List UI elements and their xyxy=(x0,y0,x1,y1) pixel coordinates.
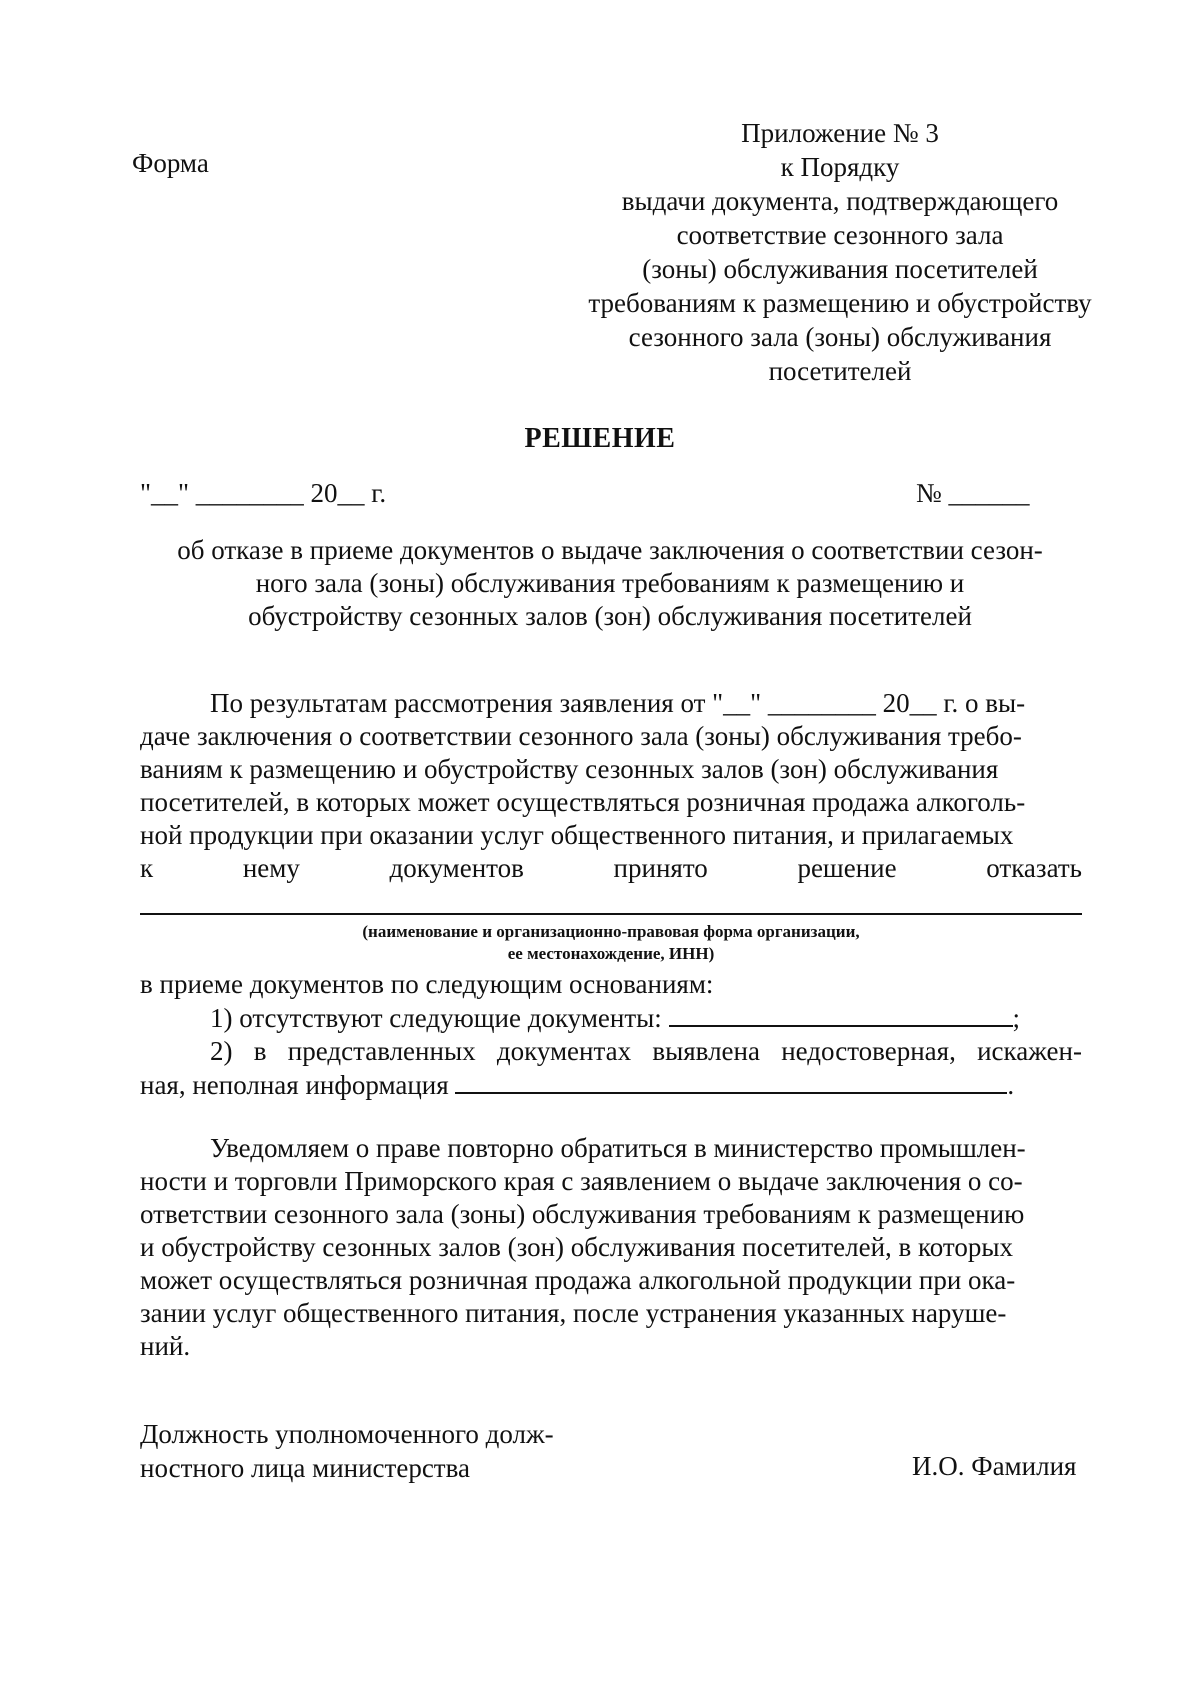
caption-line: (наименование и организационно-правовая форма организации, xyxy=(362,922,860,941)
ground-item-2 xyxy=(140,1035,1082,1068)
word: нему xyxy=(242,853,300,883)
appendix-line: сезонного зала (зоны) обслуживания xyxy=(628,322,1052,352)
paragraph-line: зании услуг общественного питания, после устранения указанных наруше- xyxy=(140,1298,1007,1328)
rejection-grounds xyxy=(140,968,1082,1102)
word: выявлена xyxy=(652,1036,760,1066)
paragraph-line: ответствии сезонного зала (зоны) обслуживания требованиям к размещению xyxy=(140,1199,1025,1229)
paragraph-line: ной продукции при оказании услуг общественного питания, и прилагаемых xyxy=(140,820,1014,850)
ground-item-text: 1) отсутствуют следующие документы: xyxy=(210,1003,662,1033)
word: принято xyxy=(613,853,708,883)
invalid-information-blank xyxy=(455,1068,1007,1094)
paragraph-line: Уведомляем о праве повторно обратиться в министерство промышлен- xyxy=(210,1133,1026,1163)
paragraph-line-justified xyxy=(140,852,1082,885)
signatory-position-line: Должность уполномоченного долж- xyxy=(140,1419,554,1449)
ground-item-end: ; xyxy=(1012,1003,1021,1033)
signatory-name: И.О. Фамилия xyxy=(912,1451,1077,1481)
paragraph-line: По результатам рассмотрения заявления от "__" ________ 20__ г. о вы- xyxy=(210,688,1026,718)
word: документов xyxy=(389,853,524,883)
word: представленных xyxy=(287,1036,476,1066)
word: отказать xyxy=(986,853,1082,883)
word: в xyxy=(253,1036,267,1066)
paragraph-line: ваниям к размещению и обустройству сезонных залов (зон) обслуживания xyxy=(140,754,999,784)
paragraph-review-results xyxy=(140,687,1082,885)
appendix-line: к Порядку xyxy=(780,152,900,182)
appendix-line: соответствие сезонного зала xyxy=(676,220,1004,250)
ground-item-1 xyxy=(140,1001,1082,1035)
document-title: РЕШЕНИЕ xyxy=(524,423,676,454)
paragraph-line: посетителей, в которых может осуществляться розничная продажа алкоголь- xyxy=(140,787,1026,817)
appendix-reference xyxy=(560,116,1120,388)
paragraph-line: и обустройству сезонных залов (зон) обслуживания посетителей, в которых xyxy=(140,1232,1014,1262)
grounds-intro: в приеме документов по следующим основаниям: xyxy=(140,969,714,999)
subject-line: ного зала (зоны) обслуживания требованиям к размещению и xyxy=(255,568,965,598)
word: 2) xyxy=(210,1036,233,1066)
ground-item-end: . xyxy=(1007,1070,1015,1100)
paragraph-line: даче заключения о соответствии сезонного зала (зоны) обслуживания требо- xyxy=(140,721,1022,751)
word: искажен- xyxy=(977,1036,1082,1066)
appendix-line: (зоны) обслуживания посетителей xyxy=(642,254,1038,284)
decision-number: № ______ xyxy=(916,478,1030,508)
appendix-line: выдачи документа, подтверждающего xyxy=(621,186,1059,216)
decision-date: "__" ________ 20__ г. xyxy=(140,478,387,508)
subject-line: об отказе в приеме документов о выдаче заключения о соответствии сезон- xyxy=(177,535,1043,565)
paragraph-line: ности и торговли Приморского края с заявлением о выдаче заключения о со- xyxy=(140,1166,1023,1196)
caption-line: ее местонахождение, ИНН) xyxy=(507,944,715,963)
word: к xyxy=(140,853,154,883)
signatory-position-line: ностного лица министерства xyxy=(140,1453,470,1483)
ground-item-text: ная, неполная информация xyxy=(140,1070,449,1100)
decision-subject xyxy=(130,534,1090,633)
word: документах xyxy=(496,1036,632,1066)
organization-caption xyxy=(140,921,1082,965)
appendix-line: Приложение № 3 xyxy=(741,118,939,148)
ground-item-2-continued xyxy=(140,1068,1082,1102)
form-label: Форма xyxy=(132,148,209,178)
missing-documents-blank xyxy=(669,1001,1013,1027)
subject-line: обустройству сезонных залов (зон) обслуживания посетителей xyxy=(248,601,972,631)
word: недостоверная, xyxy=(781,1036,956,1066)
appendix-line: требованиям к размещению и обустройству xyxy=(588,288,1092,318)
organization-name-blank-line xyxy=(140,913,1082,915)
paragraph-line: ний. xyxy=(140,1331,191,1361)
word: решение xyxy=(797,853,897,883)
signatory-position xyxy=(140,1417,554,1485)
paragraph-notification xyxy=(140,1132,1082,1363)
appendix-line: посетителей xyxy=(768,356,912,386)
paragraph-line: может осуществляться розничная продажа алкогольной продукции при ока- xyxy=(140,1265,1016,1295)
